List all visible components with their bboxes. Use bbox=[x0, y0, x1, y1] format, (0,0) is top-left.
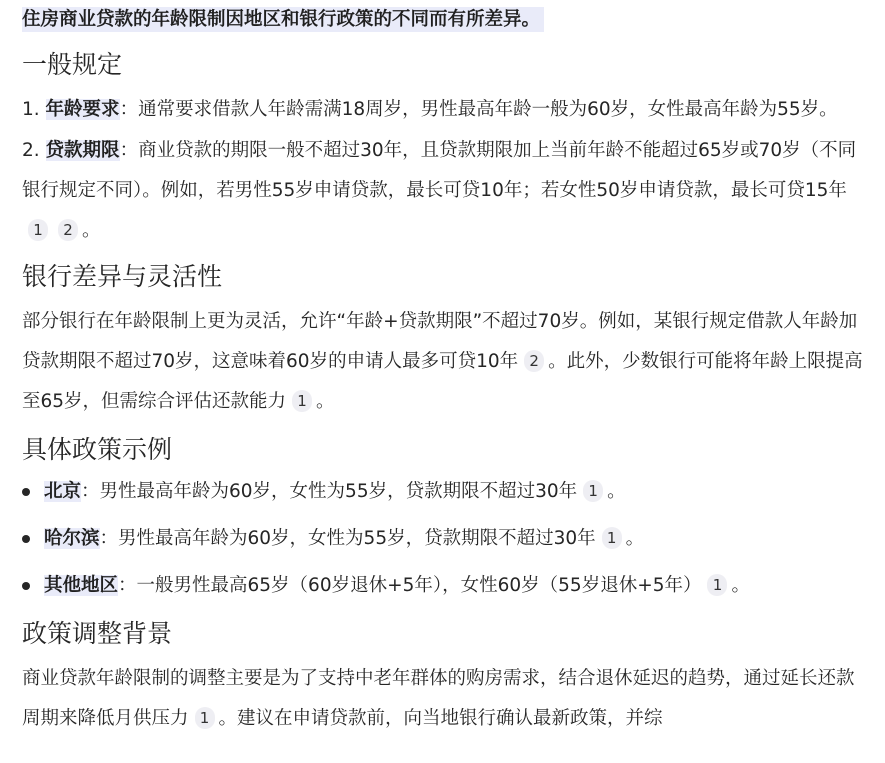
heading-background: 政策调整背景 bbox=[22, 619, 173, 648]
examples-list bbox=[22, 472, 867, 606]
citation-badge[interactable]: 1 bbox=[602, 527, 622, 549]
paragraph-text: 部分银行在年龄限制上更为灵活，允许“年龄+贷款期限”不超过70岁。例如，某银行规定借款人年龄加贷款期限不超过70岁，这意味着60岁的申请人最多可贷10年 bbox=[22, 311, 858, 372]
list-item bbox=[22, 519, 867, 559]
heading-general: 一般规定 bbox=[22, 50, 123, 79]
item-number: 2. bbox=[22, 140, 40, 161]
citation-badge[interactable]: 1 bbox=[195, 707, 215, 729]
list-item bbox=[22, 566, 867, 606]
list-item bbox=[22, 472, 867, 512]
bullet-icon bbox=[22, 535, 30, 543]
region-label: 北京 bbox=[44, 481, 82, 502]
answer-content bbox=[22, 6, 867, 739]
item-text: ：通常要求借款人年龄需满18周岁，男性最高年龄一般为60岁，女性最高年龄为55岁。 bbox=[119, 99, 838, 120]
paragraph-text: 商业贷款年龄限制的调整主要是为了支持中老年群体的购房需求，结合退休延迟的趋势，通过延长还款周期来降低月供压力 bbox=[22, 668, 855, 729]
paragraph-text: 。此外，少数银行可能将年龄上限提高至65岁，但需综合评估还款能力 bbox=[22, 351, 863, 412]
general-item-term bbox=[22, 131, 867, 251]
region-label: 哈尔滨 bbox=[44, 528, 100, 549]
intro-text bbox=[22, 6, 867, 34]
bullet-icon bbox=[22, 582, 30, 590]
citation-badge[interactable]: 1 bbox=[583, 480, 603, 502]
list-item-text: ：男性最高年龄为60岁，女性为55岁，贷款期限不超过30年 bbox=[81, 481, 578, 502]
heading-flexibility: 银行差异与灵活性 bbox=[22, 262, 223, 291]
item-number: 1. bbox=[22, 99, 40, 120]
punctuation: 。 bbox=[731, 575, 750, 596]
citation-badge[interactable]: 1 bbox=[292, 390, 312, 412]
flexibility-paragraph bbox=[22, 302, 867, 422]
general-item-age bbox=[22, 90, 867, 130]
list-item-text: ：男性最高年龄为60岁，女性为55岁，贷款期限不超过30年 bbox=[99, 528, 596, 549]
paragraph-text: 。建议在申请贷款前，向当地银行确认最新政策，并综 bbox=[218, 708, 663, 729]
citation-badge[interactable]: 2 bbox=[58, 219, 78, 241]
citation-badge[interactable]: 1 bbox=[707, 574, 727, 596]
list-item-text: ：一般男性最高65岁（60岁退休+5年），女性60岁（55岁退休+5年） bbox=[118, 575, 702, 596]
citation-badge[interactable]: 1 bbox=[28, 219, 48, 241]
punctuation: 。 bbox=[607, 481, 626, 502]
background-paragraph bbox=[22, 659, 867, 739]
item-text: ：商业贷款的期限一般不超过30年，且贷款期限加上当前年龄不能超过65岁或70岁（不同银行规定不同）。例如，若男性55岁申请贷款，最长可贷10年；若女性50岁申请贷款，最长可贷15年 bbox=[22, 140, 857, 201]
label-age: 年龄要求 bbox=[45, 99, 120, 120]
citation-badge[interactable]: 2 bbox=[524, 350, 544, 372]
intro-highlight: 住房商业贷款的年龄限制因地区和银行政策的不同而有所差异。 bbox=[22, 7, 544, 32]
region-label: 其他地区 bbox=[44, 575, 119, 596]
punctuation: 。 bbox=[625, 528, 645, 549]
punctuation: 。 bbox=[316, 391, 335, 412]
label-term: 贷款期限 bbox=[45, 140, 120, 161]
heading-examples: 具体政策示例 bbox=[22, 435, 173, 464]
punctuation: 。 bbox=[82, 220, 101, 241]
bullet-icon bbox=[22, 488, 30, 496]
